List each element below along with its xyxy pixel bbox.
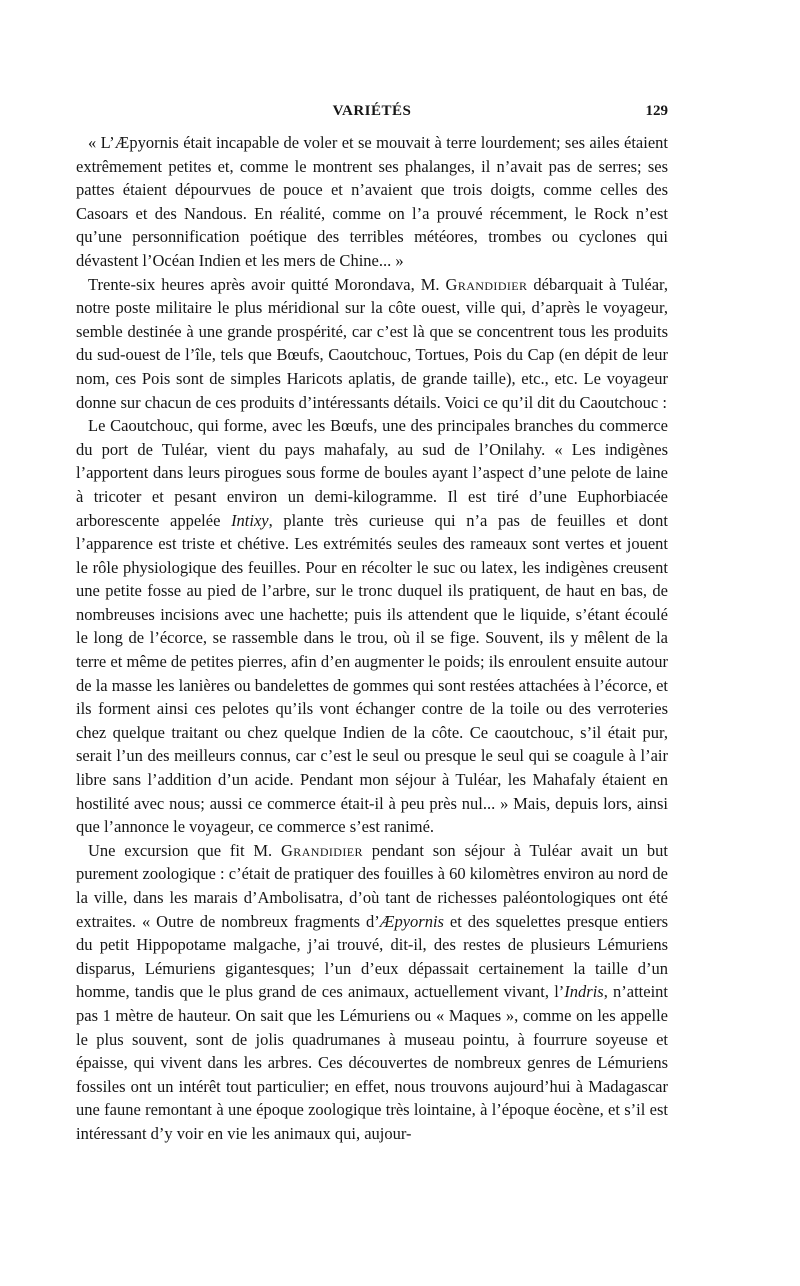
text-span: débarquait à Tuléar, notre poste militaire le plus méridional sur la côte ouest, ville qui, d’après le voyageur, semble destinée à une grande prospérité, car c’est là que se concentrent tous les produits du sud-ouest de l’île, tels que Bœufs, Caoutchouc, Tortues, Pois du Cap (en dépit de leur nom, ces Pois sont de simples Haricots aplatis, de grande taille), etc., etc. Le voyageur donne sur chacun de ces produits d’intéressants détails. Voici ce qu’il dit du Caoutchouc :	[76, 274, 668, 412]
text-span: et des squelettes presque entiers du petit Hippopotame malgache, j’ai trouvé, dit-il, des restes de plusieurs Lémuriens disparus, Lémuriens gigantesques; l’un d’eux dépassait certainement la taille d’un homme, tandis que le plus grand de ces animaux, actuellement vivant, l’	[76, 911, 669, 1002]
paragraph-tulear	[76, 273, 668, 415]
text-span: Une excursion que fit M.	[88, 840, 281, 860]
paragraph-caoutchouc	[76, 414, 668, 839]
body-text	[76, 131, 668, 1146]
running-head	[76, 103, 668, 125]
author-name: Grandidier	[445, 274, 528, 294]
text-span: Le Caoutchouc, qui forme, avec les Bœufs, une des principales branches du commerce du port de Tuléar, vient du pays mahafaly, au sud de l’Onilahy. « Les indigènes l’apportent dans leurs pirogues sous forme de boules ayant l’aspect d’une pelote de laine à tricoter et pesant environ un demi-kilogramme. Il est tiré d’une Euphorbiacée arborescente appelée	[76, 416, 668, 530]
running-title: VARIÉTÉS	[332, 103, 412, 119]
page-number: 129	[645, 103, 668, 119]
text-span: pendant son séjour à Tuléar avait un but purement zoologique : c’était de pratiquer des fouilles à 60 kilomètres environ au nord de la ville, dans les marais d’Ambolisatra, d’où tant de richesses paléontologiques ont été extraites. « Outre de nombreux fragments d’	[76, 840, 668, 931]
paragraph-aepyornis-quote	[76, 131, 668, 273]
text-span: , n’atteint pas 1 mètre de hauteur. On sait que les Lémuriens ou « Maques », comme on les appelle le plus souvent, sont de jolis quadrumanes à museau pointu, à fourrure soyeuse et épaisse, qui vivent dans les arbres. Ces découvertes de nombreux genres de Lémuriens fossiles ont un intérêt tout particulier; en effet, nous trouvons aujourd’hui à Madagascar une faune remontant à une époque zoologique très lointaine, à l’époque éocène, et s’il est intéressant d’y voir en vie les animaux qui, aujour-	[76, 982, 668, 1143]
text-span: , plante très curieuse qui n’a pas de feuilles et dont l’apparence est triste et chétive. Les extrémités seules des rameaux sont vertes et jouent le rôle physiologique des feuilles. Pour en récolter le suc ou latex, les indigènes creusent une petite fosse au pied de l’arbre, sur le tronc duquel ils pratiquent, de haut en bas, de nombreuses incisions avec une hachette; puis ils attendent que le liquide, s’étant écoulé le long de l’écorce, se rassemble dans le trou, où il se fige. Souvent, ils y mêlent de la terre et même de petites pierres, afin d’en augmenter le poids; ils enroulent ensuite autour de la masse les lanières ou bandelettes de gommes qui sont restées attachées à l’écorce, et ils forment ainsi ces pelotes qu’ils vont échanger contre de la toile ou des verroteries chez quelque traitant ou chez quelque Indien de la côte. Ce caoutchouc, s’il était pur, serait l’un des meilleurs connus, car c’est le seul ou presque le seul qui se coagule à l’air libre sans l’addition d’un acide. Pendant mon séjour à Tuléar, les Mahafaly étaient en hostilité avec nous; aussi ce commerce était-il à peu près nul... » Mais, depuis lors, ainsi que l’annonce le voyageur, ce commerce s’est ranimé.	[76, 510, 668, 837]
text-span: « L’Æpyornis était incapable de voler et se mouvait à terre lourdement; ses ailes étaient extrêmement petites et, comme le montrent ses phalanges, il n’avait pas de serres; ses pattes étaient dépourvues de pouce et n’avaient que trois doigts, comme celles des Casoars et des Nandous. En réalité, comme on l’a prouvé récemment, le Rock n’est qu’une personnification poétique des terribles météores, trombes ou cyclones qui dévastent l’Océan Indien et les mers de Chine... »	[76, 133, 668, 270]
italic-term: Æpyornis	[379, 911, 444, 931]
author-name: Grandidier	[280, 840, 363, 860]
text-span: Trente-six heures après avoir quitté Morondava, M.	[88, 274, 446, 294]
paragraph-excursion	[76, 839, 668, 1146]
italic-term: Intixy	[231, 510, 269, 530]
italic-term: Indris	[564, 982, 604, 1002]
